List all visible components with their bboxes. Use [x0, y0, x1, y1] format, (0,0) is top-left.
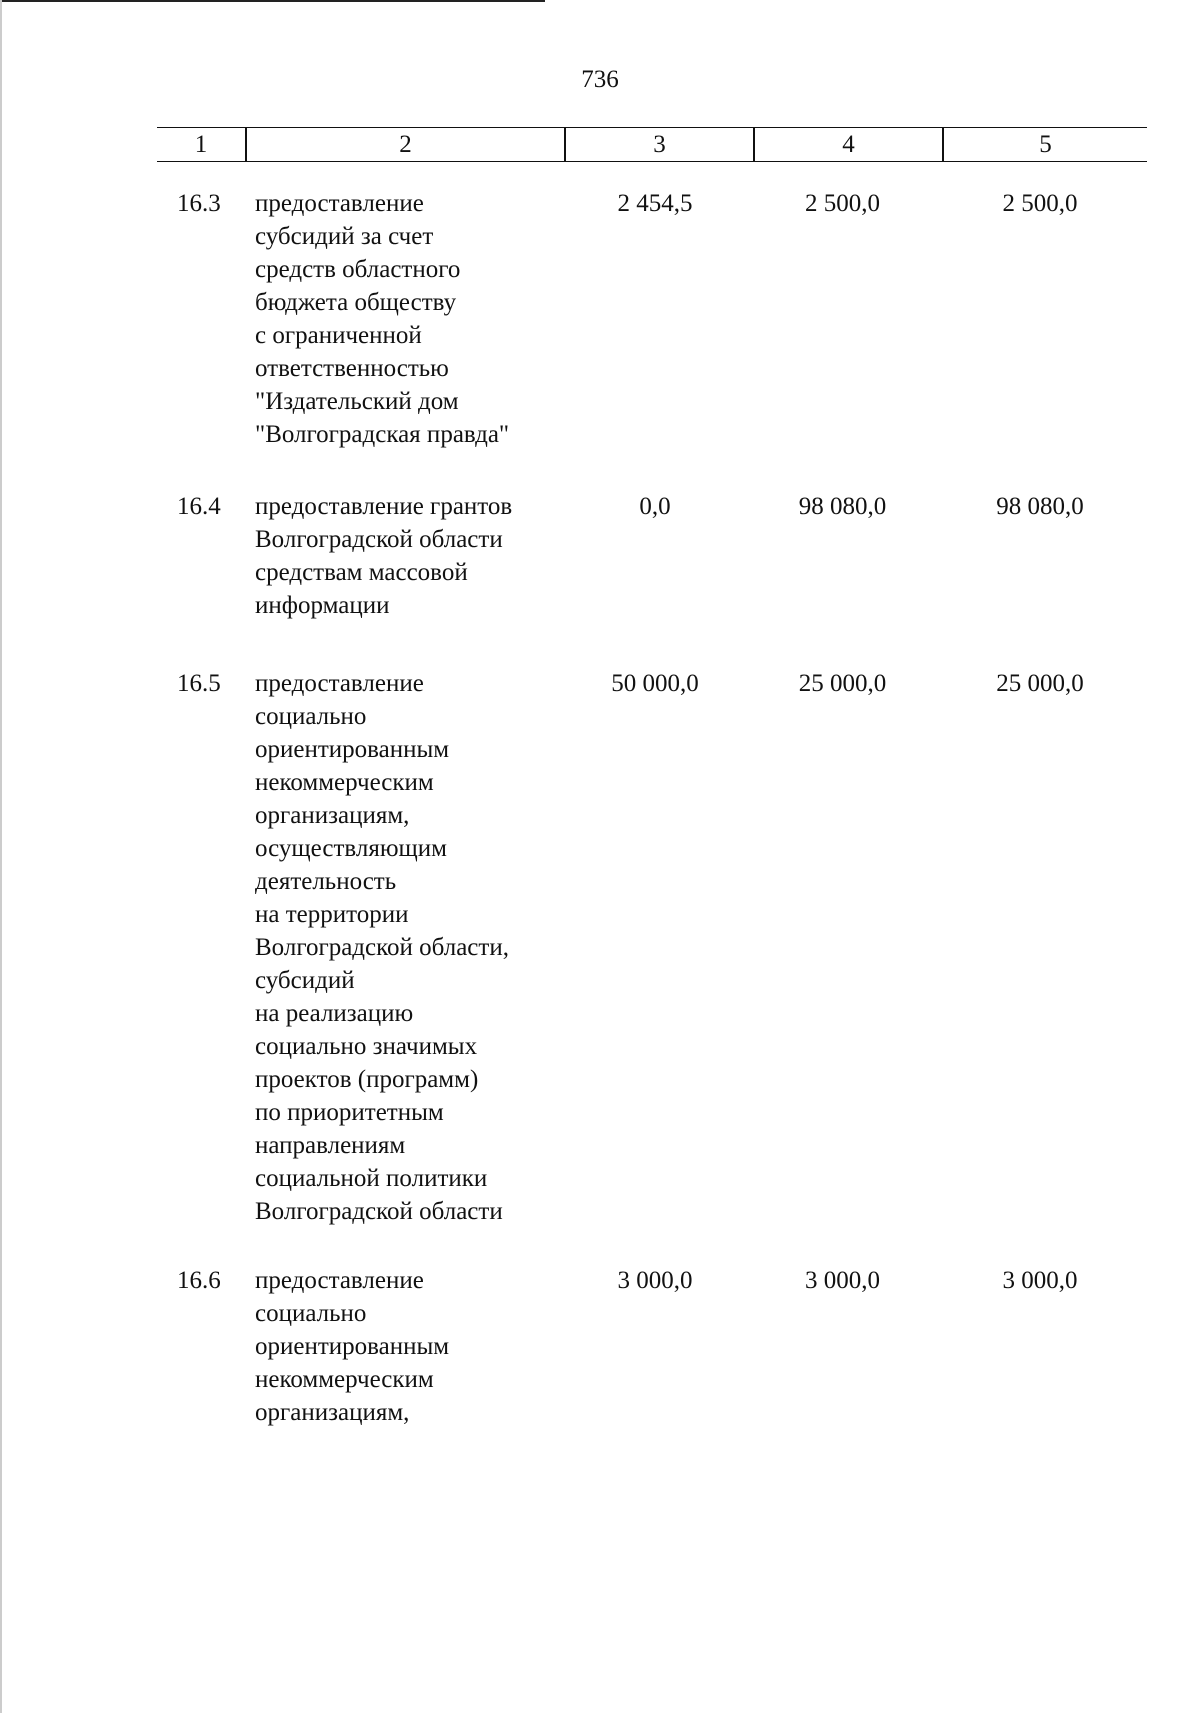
row-value-col4: 2 500,0: [805, 190, 880, 217]
row-value-col3: 0,0: [639, 493, 671, 520]
row-description: предоставление социально ориентированным некоммерческим организациям, осуществляющим деятельность на территории Волгоградской области, субсидий на реализацию социально значимых проектов (программ) по приоритетным направлениям социальной политики Волгоградской области: [255, 670, 509, 1225]
row-description: предоставление субсидий за счет средств областного бюджета обществу с ограниченной ответственностью "Издательский дом "Волгоградская правда": [255, 190, 510, 448]
row-value-col5: 98 080,0: [996, 493, 1084, 520]
scan-border-top: [0, 0, 545, 2]
row-value-col4: 25 000,0: [798, 670, 887, 697]
row-value-col5: 25 000,0: [996, 670, 1084, 697]
row-value-col3: 2 454,5: [617, 190, 693, 217]
table-header: [157, 127, 1147, 162]
scan-border-left: [0, 0, 2, 1713]
row-value-col4: 3 000,0: [805, 1267, 880, 1294]
header-col-1: 1: [194, 131, 208, 158]
header-col-3: 3: [653, 131, 666, 158]
row-number: 16.4: [177, 493, 221, 520]
header-col-2: 2: [399, 131, 412, 158]
row-value-col4: 98 080,0: [798, 493, 887, 520]
row-value-col3: 3 000,0: [617, 1267, 693, 1294]
row-number: 16.3: [177, 190, 221, 217]
row-value-col5: 3 000,0: [1002, 1267, 1078, 1294]
header-col-5: 5: [1039, 131, 1052, 158]
row-value-col5: 2 500,0: [1002, 190, 1078, 217]
row-description: предоставление грантов Волгоградской области средствам массовой информации: [255, 493, 513, 619]
row-number: 16.6: [177, 1267, 221, 1294]
header-col-4: 4: [842, 131, 855, 158]
row-description: предоставление социально ориентированным некоммерческим организациям,: [255, 1267, 450, 1426]
page-number: 736: [581, 66, 619, 93]
row-value-col3: 50 000,0: [611, 670, 699, 697]
row-number: 16.5: [177, 670, 221, 697]
